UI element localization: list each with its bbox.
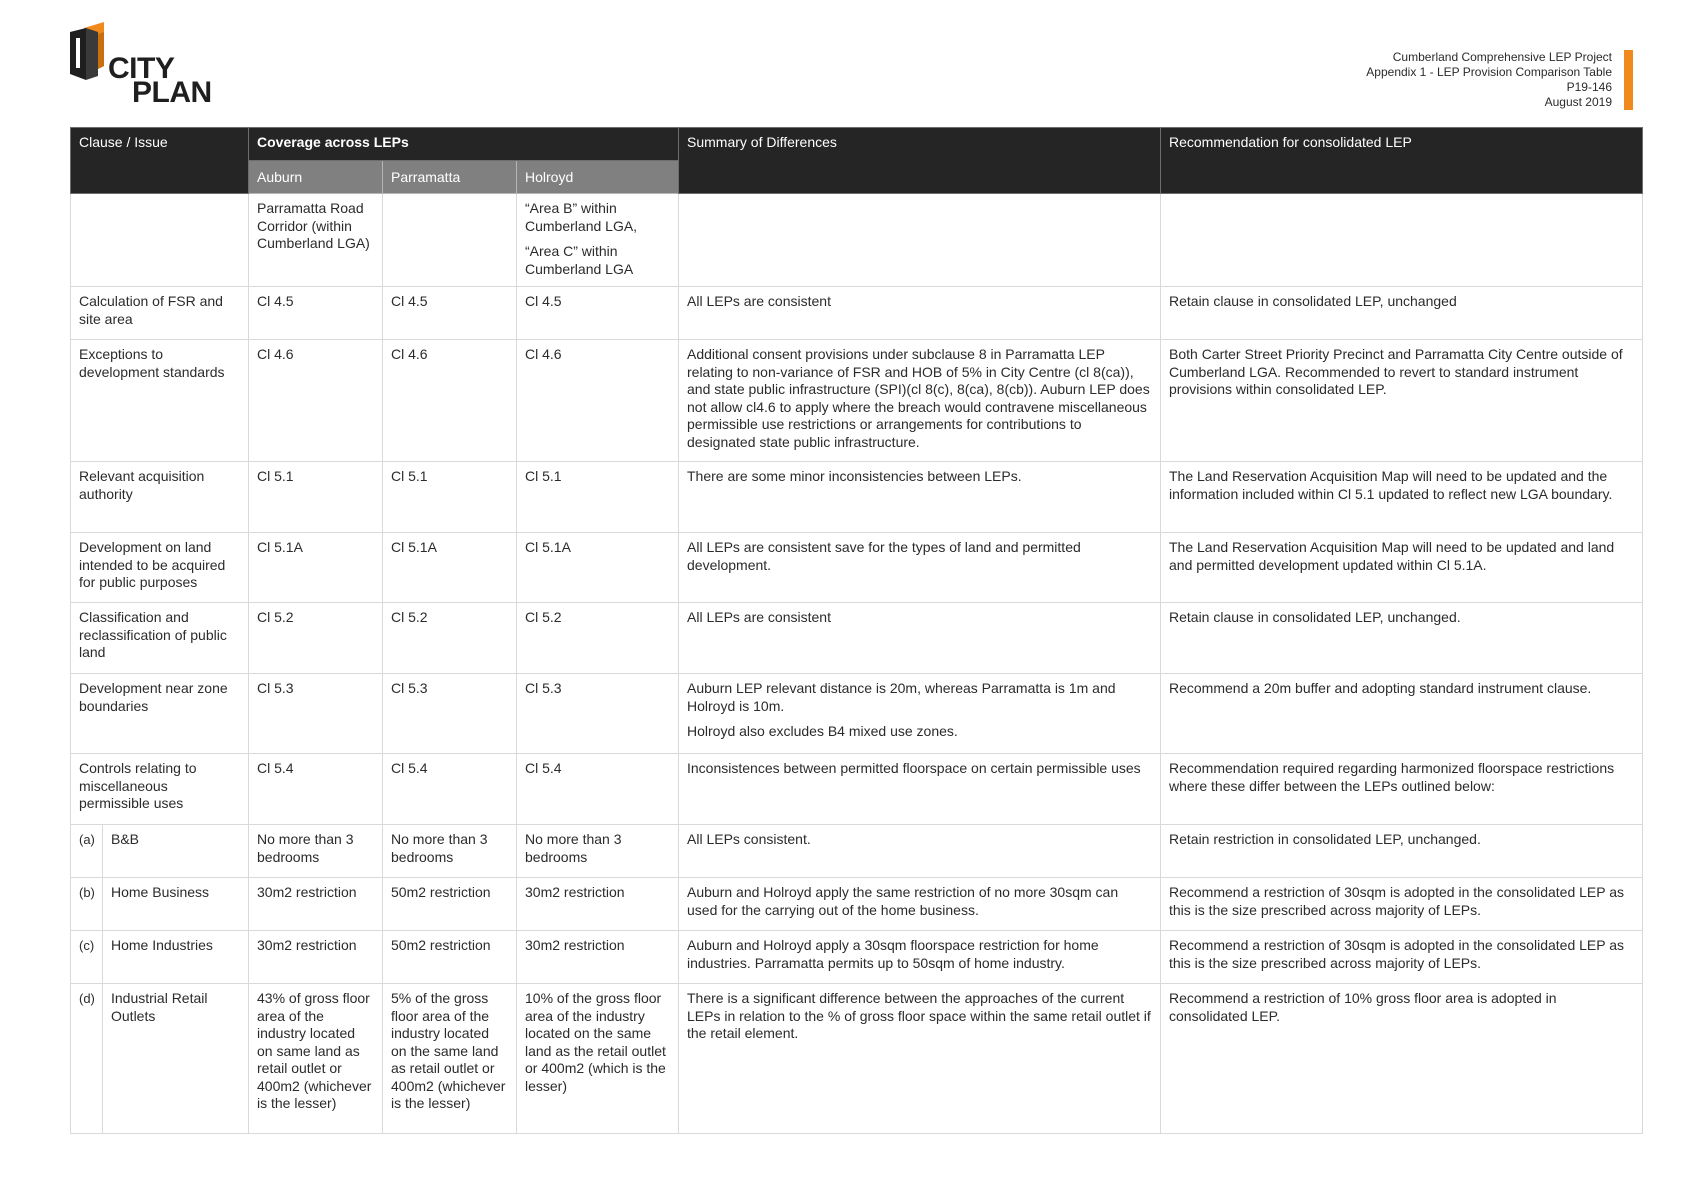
cell-holroyd: Cl 5.1 <box>517 462 679 533</box>
cell-summary: All LEPs consistent. <box>679 825 1161 878</box>
cell-clause: Classification and reclassification of public land <box>71 603 249 674</box>
logo-mark-icon <box>70 22 110 82</box>
cell-auburn: Parramatta Road Corridor (within Cumberland LGA) <box>249 194 383 287</box>
header-summary: Summary of Differences <box>679 128 1161 194</box>
cell-recommendation: Recommend a restriction of 30sqm is adopted in the consolidated LEP as this is the size prescribed across majority of LEPs. <box>1161 878 1643 931</box>
cell-parramatta: No more than 3 bedrooms <box>383 825 517 878</box>
cell-summary <box>679 674 1161 754</box>
cell-recommendation: Both Carter Street Priority Precinct and Parramatta City Centre outside of Cumberland LGA. Recommended to revert to standard instrument provisions within consolidated LEP. <box>1161 340 1643 462</box>
header-recommendation: Recommendation for consolidated LEP <box>1161 128 1643 194</box>
cell-summary: Additional consent provisions under subclause 8 in Parramatta LEP relating to non-variance of FSR and HOB of 5% in City Centre (cl 8(ca)), and state public infrastructure (SPI)(cl 8(c), 8(ca), 8(cb)). Auburn LEP does not allow cl4.6 to apply where the breach would contravene miscellaneous permissible use restrictions or arrangements for contributions to designated state public infrastructure. <box>679 340 1161 462</box>
cell-clause: Controls relating to miscellaneous permissible uses <box>71 754 249 825</box>
cell-recommendation: The Land Reservation Acquisition Map will need to be updated and land and permitted development updated within Cl 5.1A. <box>1161 533 1643 603</box>
table-row <box>71 825 1643 878</box>
cell-summary: There are some minor inconsistencies between LEPs. <box>679 462 1161 533</box>
cell-parramatta: Cl 4.5 <box>383 287 517 340</box>
table-row <box>71 984 1643 1134</box>
project-number: P19-146 <box>1566 80 1612 94</box>
summary-paragraph: Auburn LEP relevant distance is 20m, whereas Parramatta is 1m and Holroyd is 10m. <box>687 680 1116 714</box>
cell-summary: Auburn and Holroyd apply a 30sqm floorspace restriction for home industries. Parramatta permits up to 50sqm of home industry. <box>679 931 1161 984</box>
cell-auburn: No more than 3 bedrooms <box>249 825 383 878</box>
cell-holroyd: Cl 5.4 <box>517 754 679 825</box>
table-row <box>71 287 1643 340</box>
cell-clause <box>71 194 249 287</box>
cell-holroyd: Cl 5.1A <box>517 533 679 603</box>
cell-auburn: 43% of gross floor area of the industry located on same land as retail outlet or 400m2 (whichever is the lesser) <box>249 984 383 1134</box>
cell-auburn: Cl 5.1A <box>249 533 383 603</box>
cell-auburn: Cl 4.6 <box>249 340 383 462</box>
cell-summary: All LEPs are consistent save for the types of land and permitted development. <box>679 533 1161 603</box>
cell-parramatta: Cl 5.3 <box>383 674 517 754</box>
cell-summary: All LEPs are consistent <box>679 603 1161 674</box>
cell-holroyd: Cl 4.6 <box>517 340 679 462</box>
cell-auburn: Cl 4.5 <box>249 287 383 340</box>
cell-parramatta: Cl 5.4 <box>383 754 517 825</box>
cell-auburn: 30m2 restriction <box>249 931 383 984</box>
table-header-row <box>71 128 1643 161</box>
cell-clause: Home Industries <box>103 931 249 984</box>
cell-holroyd: 30m2 restriction <box>517 931 679 984</box>
cell-letter: (a) <box>71 825 103 878</box>
table-row <box>71 754 1643 825</box>
cell-holroyd: Cl 5.3 <box>517 674 679 754</box>
appendix-title: Appendix 1 - LEP Provision Comparison Table <box>1366 65 1612 79</box>
cell-holroyd <box>517 194 679 287</box>
cell-recommendation: Retain restriction in consolidated LEP, unchanged. <box>1161 825 1643 878</box>
document-info <box>1366 50 1633 110</box>
cell-holroyd: Cl 4.5 <box>517 287 679 340</box>
cell-summary: All LEPs are consistent <box>679 287 1161 340</box>
cell-letter: (d) <box>71 984 103 1134</box>
header-parramatta: Parramatta <box>383 160 517 194</box>
table-row <box>71 462 1643 533</box>
cell-auburn: Cl 5.4 <box>249 754 383 825</box>
cell-parramatta: Cl 5.1A <box>383 533 517 603</box>
cell-holroyd: No more than 3 bedrooms <box>517 825 679 878</box>
cell-recommendation <box>1161 194 1643 287</box>
cell-clause: Exceptions to development standards <box>71 340 249 462</box>
cell-clause: Industrial Retail Outlets <box>103 984 249 1134</box>
cell-parramatta: Cl 5.1 <box>383 462 517 533</box>
logo-text-plan: PLAN <box>132 76 212 109</box>
project-name: Cumberland Comprehensive LEP Project <box>1392 50 1612 64</box>
cell-clause: Home Business <box>103 878 249 931</box>
cell-summary <box>679 194 1161 287</box>
cell-parramatta: 50m2 restriction <box>383 878 517 931</box>
table-row <box>71 674 1643 754</box>
summary-paragraph: Holroyd also excludes B4 mixed use zones. <box>687 723 958 739</box>
table-row <box>71 931 1643 984</box>
holroyd-area-b: “Area B” within Cumberland LGA, <box>525 200 638 234</box>
cell-recommendation: Recommendation required regarding harmonized floorspace restrictions where these differ between the LEPs outlined below: <box>1161 754 1643 825</box>
header-clause: Clause / Issue <box>71 128 249 194</box>
cell-recommendation: Recommend a restriction of 30sqm is adopted in the consolidated LEP as this is the size prescribed across majority of LEPs. <box>1161 931 1643 984</box>
header-coverage: Coverage across LEPs <box>249 128 679 161</box>
cell-clause: Calculation of FSR and site area <box>71 287 249 340</box>
cell-auburn: Cl 5.1 <box>249 462 383 533</box>
city-plan-logo <box>70 22 230 112</box>
logo-text-city: CITY <box>108 52 175 85</box>
cell-parramatta: 50m2 restriction <box>383 931 517 984</box>
header-holroyd: Holroyd <box>517 160 679 194</box>
cell-clause: Relevant acquisition authority <box>71 462 249 533</box>
cell-summary: Auburn and Holroyd apply the same restriction of no more 30sqm can used for the carrying out of the home business. <box>679 878 1161 931</box>
cell-holroyd: 30m2 restriction <box>517 878 679 931</box>
cell-summary: Inconsistences between permitted floorspace on certain permissible uses <box>679 754 1161 825</box>
cell-clause: B&B <box>103 825 249 878</box>
table-row <box>71 533 1643 603</box>
cell-letter: (c) <box>71 931 103 984</box>
lep-comparison-table <box>70 127 1643 1134</box>
table-row <box>71 878 1643 931</box>
header-auburn: Auburn <box>249 160 383 194</box>
cell-parramatta: Cl 5.2 <box>383 603 517 674</box>
cell-holroyd: 10% of the gross floor area of the industry located on the same land as the retail outlet or 400m2 (which is the lesser) <box>517 984 679 1134</box>
cell-parramatta: 5% of the gross floor area of the industry located on the same land as retail outlet or 400m2 (whichever is the lesser) <box>383 984 517 1134</box>
cell-parramatta: Cl 4.6 <box>383 340 517 462</box>
table-row <box>71 194 1643 287</box>
cell-holroyd: Cl 5.2 <box>517 603 679 674</box>
cell-auburn: 30m2 restriction <box>249 878 383 931</box>
cell-letter: (b) <box>71 878 103 931</box>
cell-recommendation: Recommend a restriction of 10% gross floor area is adopted in consolidated LEP. <box>1161 984 1643 1134</box>
cell-parramatta <box>383 194 517 287</box>
document-date: August 2019 <box>1544 95 1612 109</box>
cell-summary: There is a significant difference between the approaches of the current LEPs in relation to the % of gross floor space within the same retail outlet if the retail element. <box>679 984 1161 1134</box>
table-row <box>71 340 1643 462</box>
cell-recommendation: Recommend a 20m buffer and adopting standard instrument clause. <box>1161 674 1643 754</box>
holroyd-area-c: “Area C” within Cumberland LGA <box>525 243 634 277</box>
cell-clause: Development on land intended to be acquired for public purposes <box>71 533 249 603</box>
cell-recommendation: Retain clause in consolidated LEP, unchanged <box>1161 287 1643 340</box>
cell-auburn: Cl 5.2 <box>249 603 383 674</box>
cell-recommendation: Retain clause in consolidated LEP, unchanged. <box>1161 603 1643 674</box>
table-row <box>71 603 1643 674</box>
cell-auburn: Cl 5.3 <box>249 674 383 754</box>
cell-clause: Development near zone boundaries <box>71 674 249 754</box>
cell-recommendation: The Land Reservation Acquisition Map will need to be updated and the information included within Cl 5.1 updated to reflect new LGA boundary. <box>1161 462 1643 533</box>
